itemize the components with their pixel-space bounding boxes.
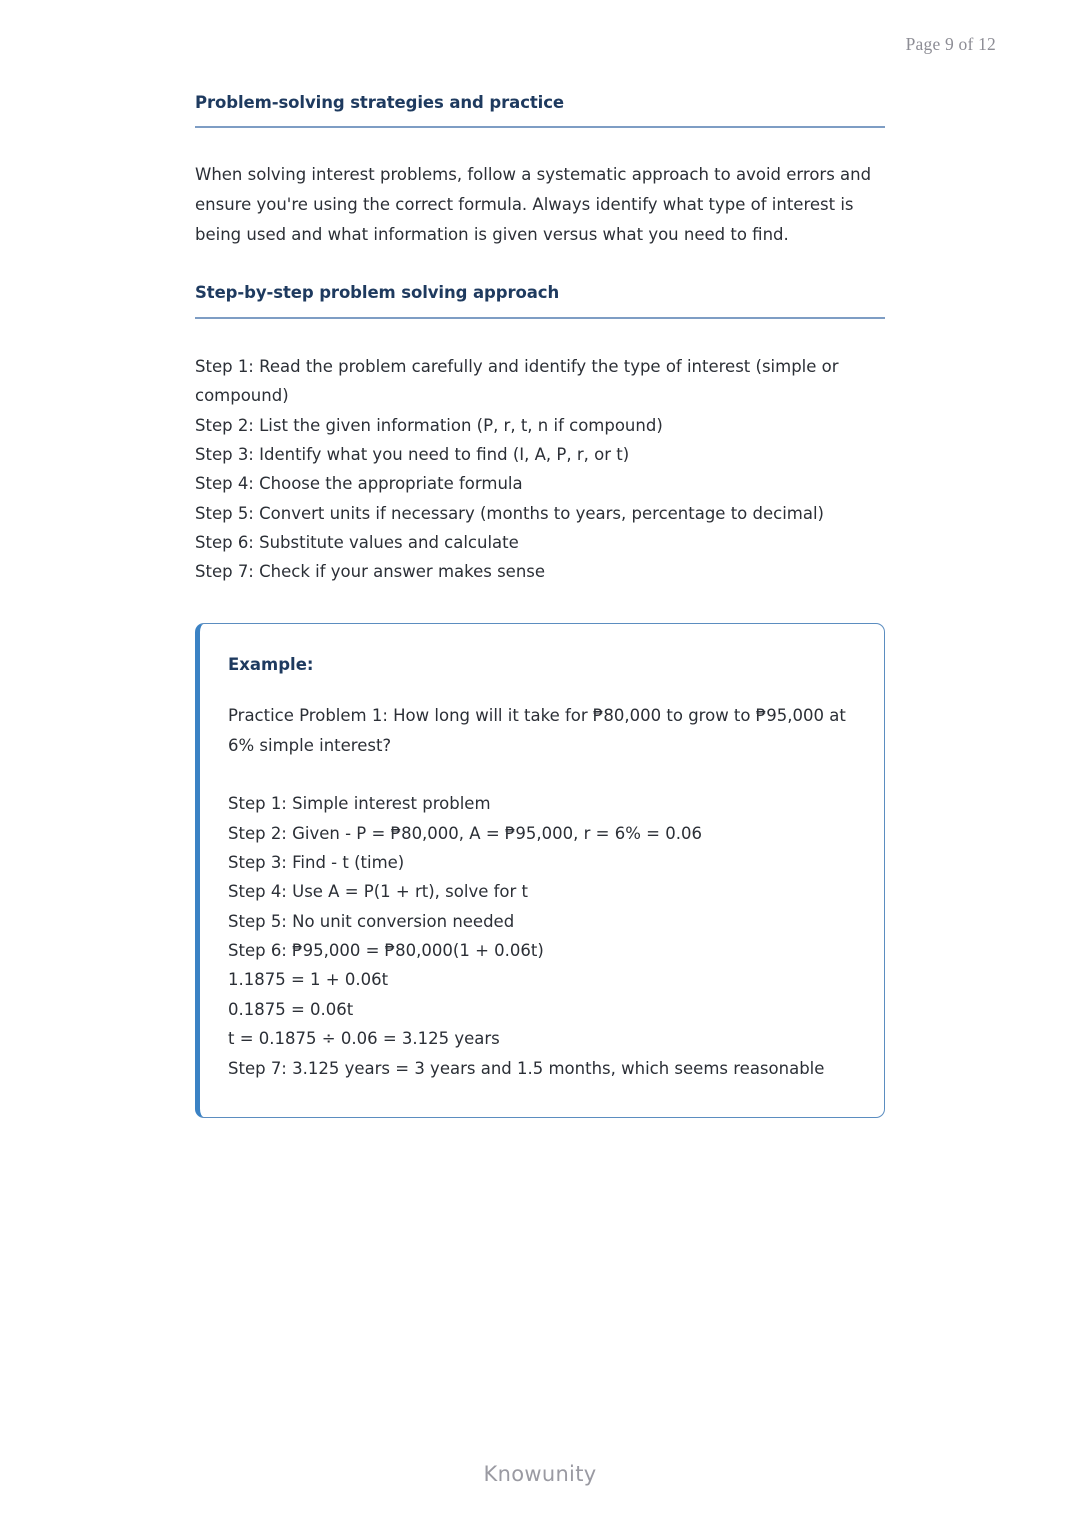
section-heading-approach: Step-by-step problem solving approach [195,283,560,303]
section-divider [195,126,885,128]
list-item: Step 5: No unit conversion needed [228,911,515,931]
section-divider [195,317,885,319]
example-callout-box [195,623,885,1118]
intro-paragraph: When solving interest problems, follow a systematic approach to avoid errors and ensure you're using the correct formula. Always identify what type of interest is being used and what information is given versus what you need to find. [195,165,872,245]
page-number-label: Page 9 of 12 [905,34,996,54]
section-approach [195,282,885,318]
list-item: Step 7: 3.125 years = 3 years and 1.5 months, which seems reasonable [228,1058,825,1078]
list-item: Step 5: Convert units if necessary (months to years, percentage to decimal) [195,503,824,523]
list-item: Step 4: Choose the appropriate formula [195,474,523,494]
section-strategies [195,92,885,128]
list-item: 0.1875 = 0.06t [228,999,354,1019]
list-item: Step 1: Read the problem carefully and identify the type of interest (simple or compound) [195,356,839,406]
list-item: Step 2: List the given information (P, r, t, n if compound) [195,415,663,435]
list-item: 1.1875 = 1 + 0.06t [228,970,389,990]
list-item: Step 3: Find - t (time) [228,852,405,872]
list-item: Step 6: Substitute values and calculate [195,533,519,553]
list-item: Step 4: Use A = P(1 + rt), solve for t [228,882,529,902]
list-item: Step 1: Simple interest problem [228,794,491,814]
list-item: t = 0.1875 ÷ 0.06 = 3.125 years [228,1029,500,1049]
approach-steps-list [195,352,885,587]
footer-watermark: Knowunity [483,1462,597,1486]
list-item: Step 7: Check if your answer makes sense [195,562,546,582]
list-item: Step 6: ₱95,000 = ₱80,000(1 + 0.06t) [228,941,544,961]
page-content [195,92,885,1118]
example-label: Example: [228,654,314,674]
list-item: Step 2: Given - P = ₱80,000, A = ₱95,000, r = 6% = 0.06 [228,823,702,843]
section-heading-strategies: Problem-solving strategies and practice [195,93,564,112]
example-solution-list [228,789,856,1083]
example-prompt-text: Practice Problem 1: How long will it take for ₱80,000 to grow to ₱95,000 at 6% simple interest? [228,706,846,756]
list-item: Step 3: Identify what you need to find (I, A, P, r, or t) [195,445,630,464]
